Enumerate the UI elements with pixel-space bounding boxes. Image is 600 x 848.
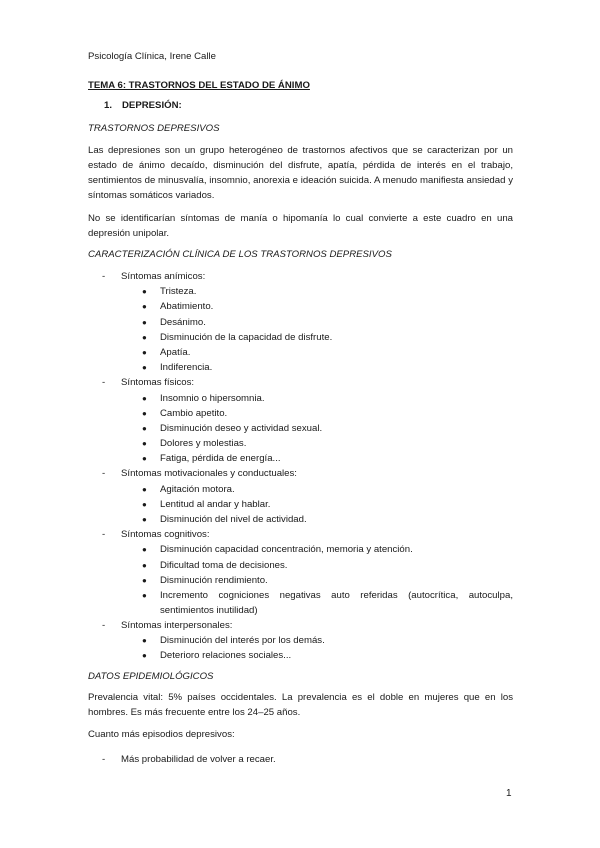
bullet-icon: ● [142, 484, 147, 494]
page-header: Psicología Clínica, Irene Calle [88, 51, 216, 62]
dash-marker: - [102, 468, 106, 480]
bullet-icon: ● [142, 393, 147, 403]
bullet-icon: ● [142, 575, 147, 585]
symptom-item-text: Disminución del nivel de actividad. [160, 514, 307, 525]
symptom-item [88, 573, 528, 588]
symptom-item [88, 284, 528, 299]
symptom-item-text: Disminución de la capacidad de disfrute. [160, 331, 333, 343]
bullet-icon: ● [142, 287, 147, 297]
symptom-item-text: Tristeza. [160, 286, 197, 298]
symptom-item-text: Disminución capacidad concentración, memoria y atención. [160, 544, 413, 556]
symptom-item [88, 436, 528, 451]
symptom-item-text: Agitación motora. [160, 483, 235, 495]
symptom-item-text: Apatía. [160, 346, 191, 358]
bullet-icon: ● [142, 636, 147, 646]
symptom-item-text: Indiferencia. [160, 362, 213, 374]
section-heading [104, 100, 182, 111]
dash-marker: - [102, 619, 106, 631]
bullet-icon: ● [142, 515, 147, 524]
paragraph-prevalencia: Prevalencia vital: 5% países occidentales. La prevalencia es el doble en mujeres que en los hombres. Es más frecuente entre los 24–25 años. [88, 692, 513, 718]
symptom-item [88, 299, 528, 314]
section-label: DEPRESIÓN: [122, 100, 182, 111]
subheading-epidemiologia: DATOS EPIDEMIOLÓGICOS [88, 671, 214, 682]
symptom-item-text: Insomnio o hipersomnia. [160, 392, 265, 404]
symptom-item-text: Abatimiento. [160, 301, 214, 313]
symptom-category [88, 527, 528, 542]
bullet-icon: ● [142, 332, 147, 342]
symptom-item [88, 648, 528, 663]
symptom-item-text: Deterioro relaciones sociales... [160, 650, 292, 662]
document-title: TEMA 6: TRASTORNOS DEL ESTADO DE ÁNIMO [88, 80, 310, 91]
bullet-icon: ● [142, 363, 147, 373]
symptom-item-text: Disminución deseo y actividad sexual. [160, 422, 323, 434]
bullet-icon: ● [142, 439, 147, 449]
symptom-category [88, 618, 528, 633]
symptom-item-text: Disminución del interés por los demás. [160, 635, 325, 647]
bullet-icon: ● [142, 545, 147, 555]
bullet-icon: ● [142, 454, 147, 464]
symptom-item [88, 421, 528, 436]
paragraph-unipolar: No se identificarían síntomas de manía o hipomanía lo cual convierte a este cuadro en una depresión unipolar. [88, 213, 513, 239]
symptom-item [88, 542, 528, 557]
bullet-icon: ● [142, 302, 147, 312]
symptom-category [88, 375, 528, 390]
bullet-icon: ● [142, 408, 147, 418]
symptom-item [88, 512, 528, 527]
symptom-category [88, 466, 528, 481]
symptom-category-label: Síntomas motivacionales y conductuales: [121, 468, 297, 480]
symptom-item [88, 345, 528, 360]
paragraph-definition: Las depresiones son un grupo heterogéneo de trastornos afectivos que se caracterizan por un estado de ánimo decaído, disminución del disfrute, apatía, pérdida de interés en el trabajo, sentimientos de minusvalía, insomnio, anorexia e ideación suicida. A menudo manifiesta ansiedad y síntomas somáticos variados. [88, 145, 513, 201]
symptom-category [88, 269, 528, 284]
bullet-icon: ● [142, 651, 147, 661]
symptom-item [88, 633, 528, 648]
symptom-item [88, 482, 528, 497]
dash-marker: - [102, 754, 106, 765]
symptom-item-text: Disminución rendimiento. [160, 574, 268, 586]
section-number: 1. [104, 100, 113, 111]
symptom-item [88, 391, 528, 406]
symptom-list [88, 269, 528, 664]
symptom-item [88, 588, 528, 618]
symptom-item-text: Desánimo. [160, 316, 206, 328]
symptom-item-text: Incremento cogniciones negativas auto referidas (autocrítica, autoculpa, sentimientos inutilidad) [160, 589, 513, 616]
symptom-item-text: Fatiga, pérdida de energía... [160, 453, 281, 465]
bullet-icon: ● [142, 347, 147, 357]
bullet-icon: ● [142, 423, 147, 433]
subheading-trastornos: TRASTORNOS DEPRESIVOS [88, 123, 220, 134]
paragraph-episodios: Cuanto más episodios depresivos: [88, 729, 235, 740]
dash-marker: - [102, 271, 106, 282]
symptom-item-text: Dolores y molestias. [160, 438, 247, 450]
symptom-item [88, 330, 528, 345]
symptom-item [88, 497, 528, 512]
symptom-item [88, 558, 528, 573]
symptom-category-label: Síntomas interpersonales: [121, 619, 233, 631]
symptom-item [88, 360, 528, 375]
symptom-category-label: Síntomas anímicos: [121, 271, 206, 282]
symptom-item [88, 406, 528, 421]
symptom-category-label: Síntomas físicos: [121, 377, 195, 389]
list-item-text: Más probabilidad de volver a recaer. [121, 754, 276, 765]
symptom-item [88, 315, 528, 330]
dash-marker: - [102, 377, 106, 389]
bullet-icon: ● [142, 590, 147, 600]
bullet-icon: ● [142, 560, 147, 570]
bullet-icon: ● [142, 499, 147, 509]
symptom-item-text: Cambio apetito. [160, 407, 228, 419]
symptom-item-text: Dificultad toma de decisiones. [160, 559, 288, 571]
dash-marker: - [102, 529, 106, 541]
subheading-caracterizacion: CARACTERIZACIÓN CLÍNICA DE LOS TRASTORNOS DEPRESIVOS [88, 249, 392, 260]
symptom-category-label: Síntomas cognitivos: [121, 529, 210, 541]
bullet-icon: ● [142, 317, 147, 327]
list-item [88, 752, 528, 767]
final-list [88, 752, 528, 767]
symptom-item-text: Lentitud al andar y hablar. [160, 498, 271, 510]
page-number: 1 [506, 788, 512, 799]
symptom-item [88, 451, 528, 466]
